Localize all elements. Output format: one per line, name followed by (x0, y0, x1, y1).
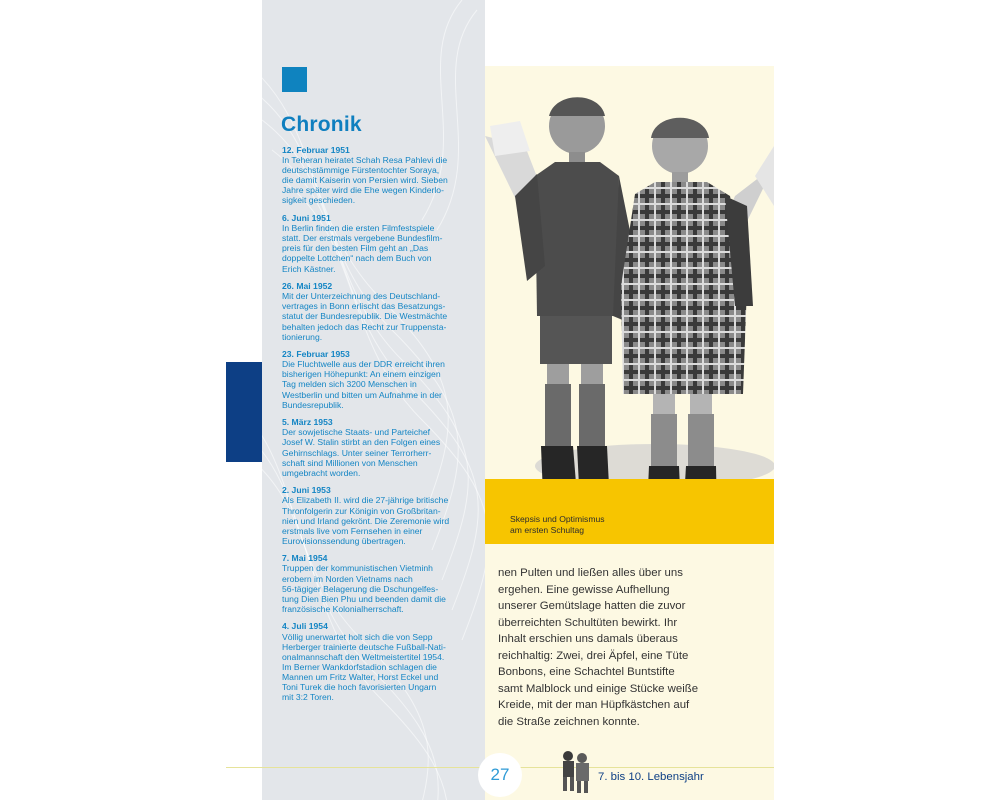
side-tab-marker (226, 362, 262, 462)
entry-date: 4. Juli 1954 (282, 621, 328, 632)
entry-text: Der sowjetische Staats- und Parteichef Josef W. Stalin stirbt an den Folgen eines Gehirnschlags. Unter seiner Terrorherr- schaft sind Millionen von Menschen umgebracht worden. (282, 427, 441, 478)
entry-text: In Berlin finden die ersten Filmfestspiele statt. Der erstmals vergebene Bundesfilm- preis für den besten Film geht an „Das doppelte Lottchen“ nach dem Buch von Erich Kästner. (282, 223, 443, 274)
chronik-entry (282, 349, 482, 410)
chronik-entry (282, 553, 482, 614)
chronik-entry (282, 213, 482, 274)
photo-caption: Skepsis und Optimismus am ersten Schultag (510, 514, 605, 535)
entry-date: 6. Juni 1951 (282, 213, 331, 224)
chronik-entries (282, 145, 482, 710)
entry-date: 12. Februar 1951 (282, 145, 350, 155)
school-children-photo (485, 66, 774, 544)
section-label: 7. bis 10. Lebensjahr (598, 771, 704, 783)
entry-text: Truppen der kommunistischen Vietminh erobern im Norden Vietnams nach 56-tägiger Belagerung die Dschungelfes- tung Dien Bien Phu und beenden damit die französische Kolonialherrschaft. (282, 563, 446, 614)
chronik-entry (282, 145, 482, 206)
entry-text: Völlig unerwartet holt sich die von Sepp Herberger trainierte deutsche Fußball-Nati- onalmannschaft den Weltmeistertitel 1954. Im Berner Wankdorfstadion schlagen die Mannen um Fritz Walter, Horst Eckel und Toni Turek die hoch favorisierten Ungarn mit 3:2 Toren. (282, 631, 446, 703)
entry-text: Als Elizabeth II. wird die 27-jährige britische Thronfolgerin zur Königin von Großbritan- nien und Irland gekrönt. Die Zeremonie wird erstmals live vom Fernsehen in einer Eurovisionssendung übertragen. (282, 495, 450, 546)
chronik-entry (282, 485, 482, 546)
entry-date: 2. Juni 1953 (282, 485, 331, 496)
entry-text: Mit der Unterzeichnung des Deutschland- vertrages in Bonn erlischt das Besatzungs- statut der Bundesrepublik. Die Westmächte behalten jedoch das Recht zur Truppensta- tionierung. (282, 291, 448, 342)
entry-date: 7. Mai 1954 (282, 553, 328, 564)
chronik-entry (282, 621, 482, 702)
entry-date: 26. Mai 1952 (282, 281, 333, 292)
chronik-square-marker (282, 67, 307, 92)
boy-figure (515, 97, 635, 496)
entry-text: Die Fluchtwelle aus der DDR erreicht ihren bisherigen Höhepunkt: An einem einzigen Tag melden sich 3200 Menschen in Westberlin und bitten um Aufnahme in der Bundesrepublik. (282, 359, 445, 410)
entry-date: 5. März 1953 (282, 417, 333, 428)
chronik-entry (282, 417, 482, 478)
story-text: nen Pulten und ließen alles über uns ergehen. Eine gewisse Aufhellung unserer Gemütslage hatten die zuvor überreichten Schultüten bewirkt. Ihr Inhalt erschien uns damals überaus reichhaltig: Zwei, drei Äpfel, eine Tüte Bonbons, eine Schachtel Buntstifte samt Malblock und einige Stücke weiße Kreide, mit der man Hüpfkästchen auf die Straße zeichnen konnte. (498, 567, 699, 728)
entry-text: In Teheran heiratet Schah Resa Pahlevi die deutschstämmige Fürstentochter Soraya, die damit Kaiserin von Persien wird. Sieben Jahre später wird die Ehe wegen Kinderlo- sigkeit geschieden. (282, 155, 448, 206)
page-number: 27 (490, 765, 510, 784)
entry-date: 23. Februar 1953 (282, 349, 350, 360)
chronik-title: Chronik (281, 113, 362, 136)
children-figure-icon (557, 748, 593, 800)
chronik-entry (282, 281, 482, 342)
